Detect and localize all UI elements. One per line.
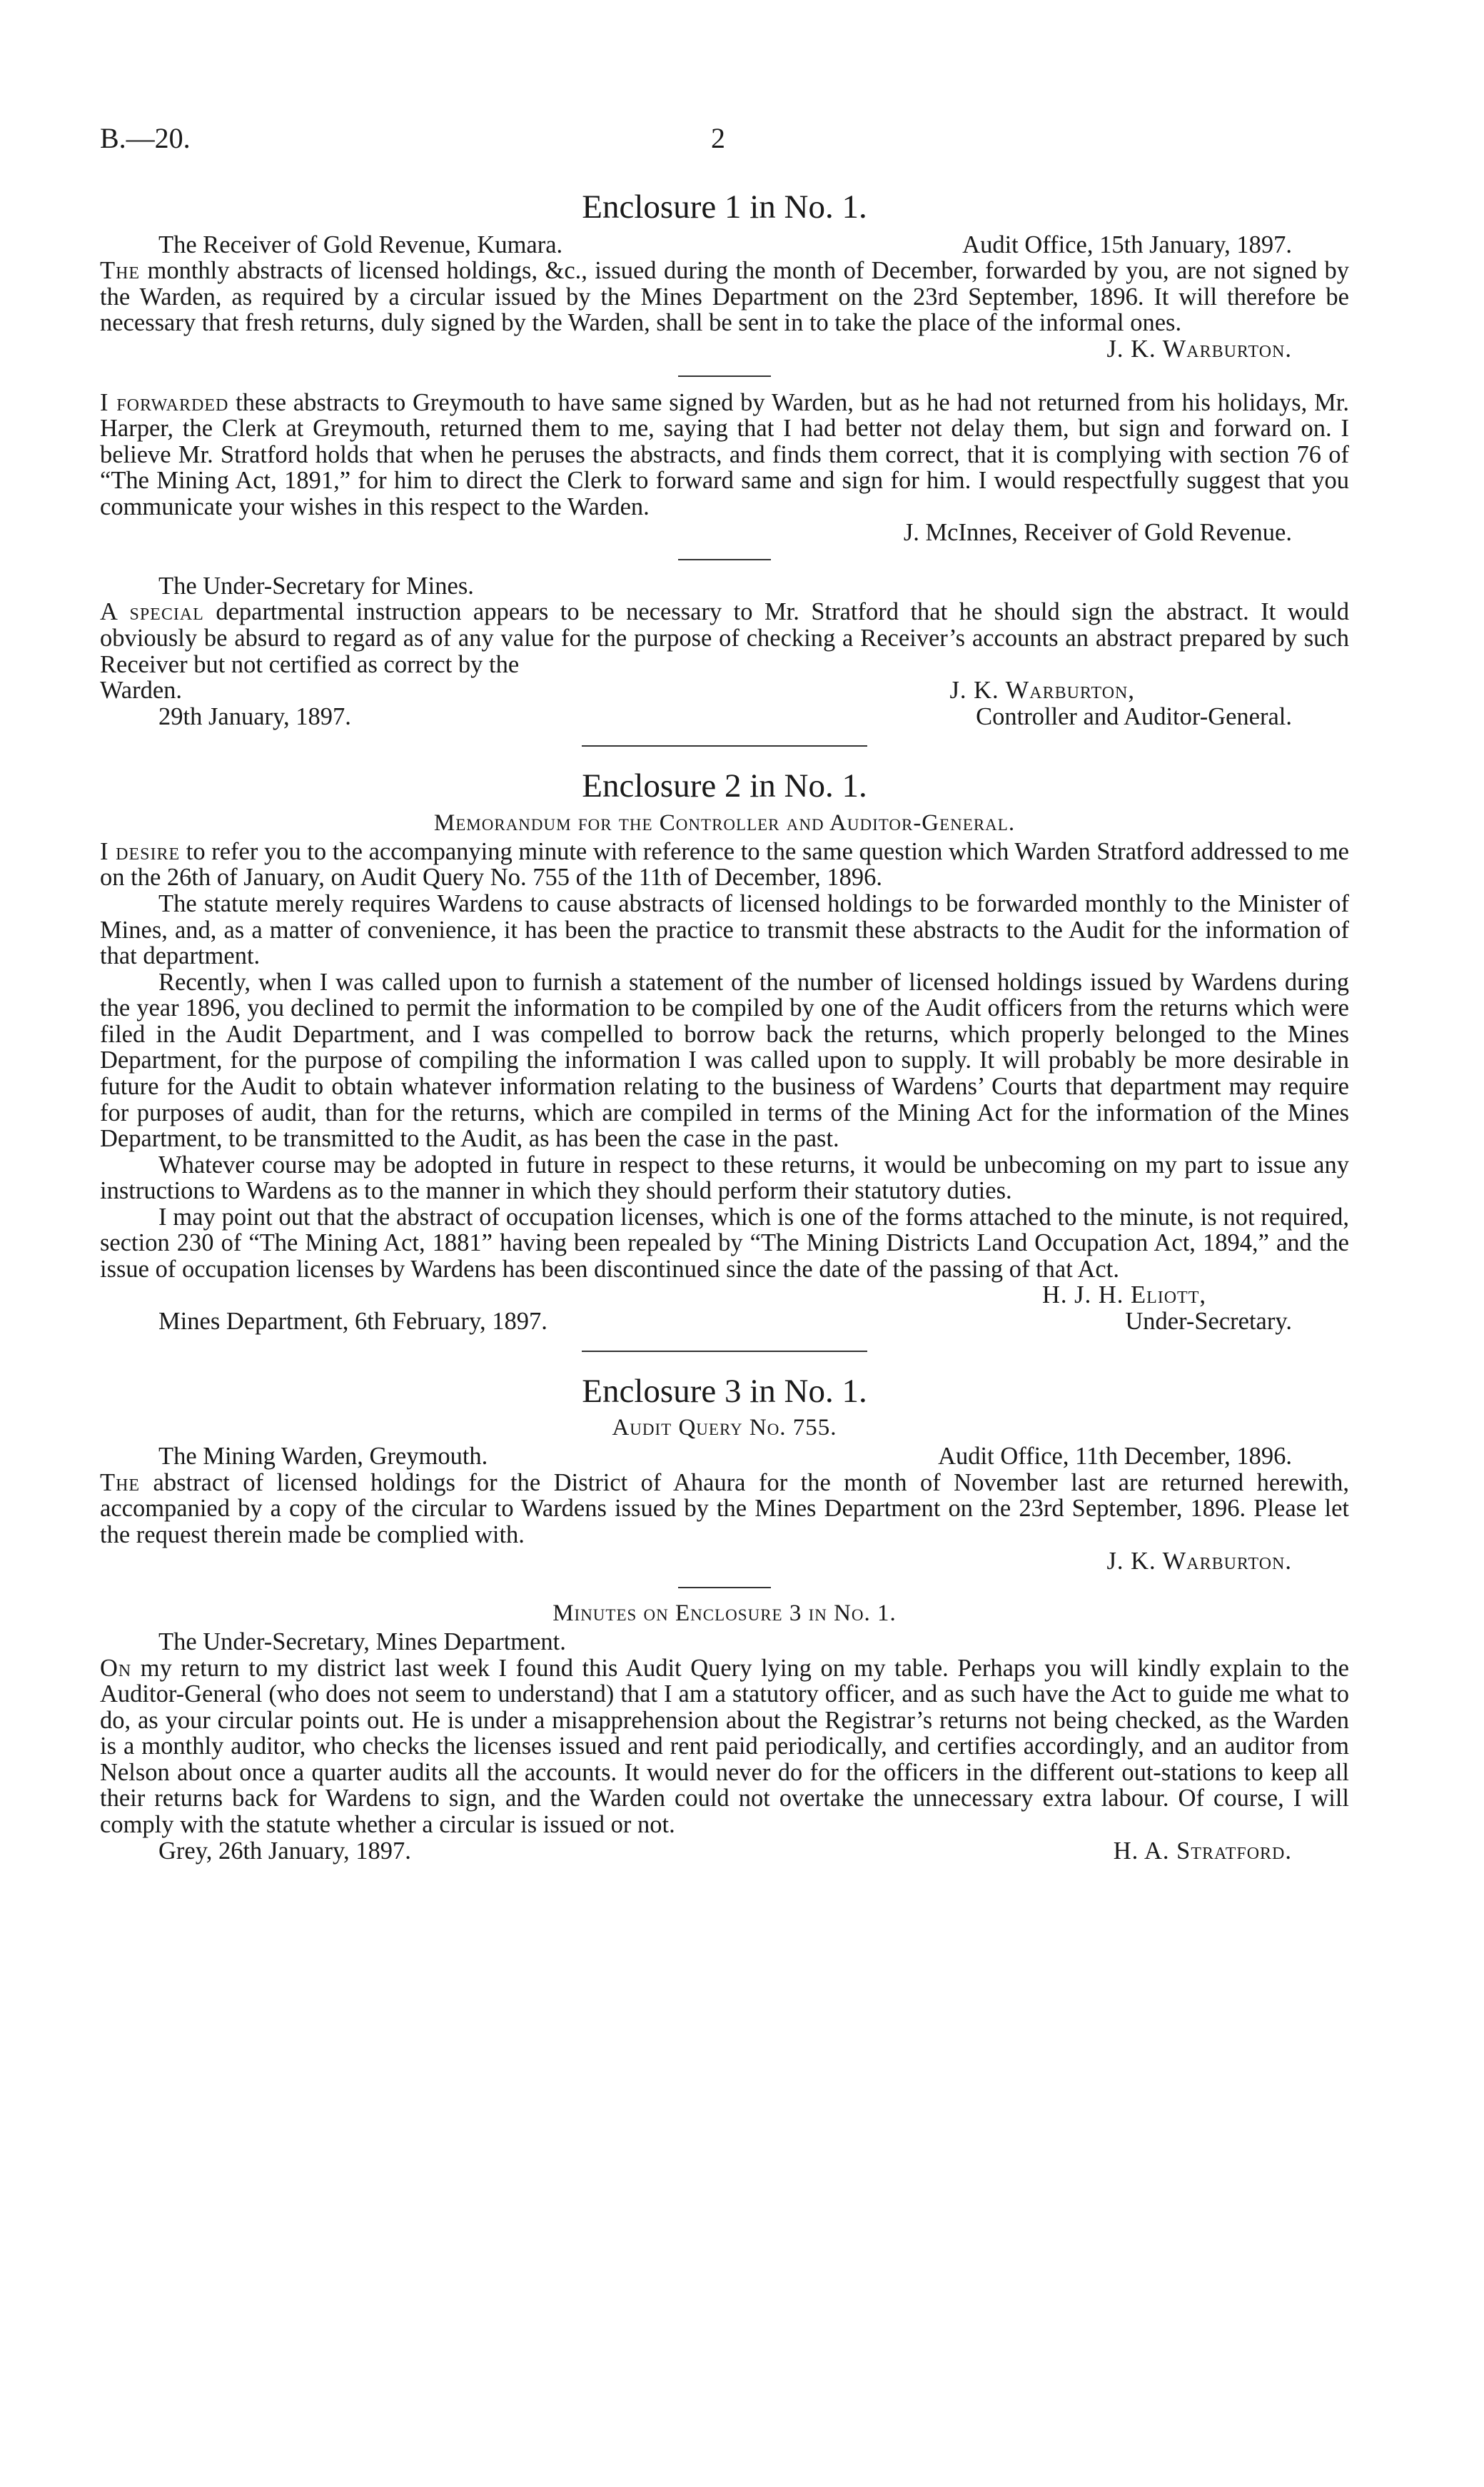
divider xyxy=(678,375,771,377)
enclosure-1-heading: Enclosure 1 in No. 1. xyxy=(582,188,867,226)
minutes-lead: On xyxy=(100,1654,132,1682)
enclosure-1-reply-signature: J. McInnes, Receiver of Gold Revenue. xyxy=(903,519,1292,547)
page-number: 2 xyxy=(711,122,725,154)
enclosure-1-signature: J. K. Warburton. xyxy=(1106,335,1292,363)
enclosure-1-minute-date: 29th January, 1897. xyxy=(158,702,351,730)
enclosure-3-body-text: abstract of licensed holdings for the District of Ahaura for the month of November last are returned herewith, accompanied by a copy of the circular to Wardens issued by the Mines Department on the 23rd September, 1896. Please let the request therein made be complied with. xyxy=(100,1468,1349,1548)
enclosure-1-reply-text: these abstracts to Greymouth to have same signed by Warden, but as he had not returned from his holidays, Mr. Harper, the Clerk at Greymouth, returned them to me, saying that I had better not delay them, but sign and forward on. I believe Mr. Stratford holds that when he peruses the abstracts, and finds them correct, that it is complying with section 76 of “The Mining Act, 1891,” for him to direct the Clerk to forward same and sign for him. I would respectfully suggest that you communicate your wishes in this respect to the Warden. xyxy=(100,388,1349,520)
section-divider xyxy=(582,1351,867,1352)
enclosure-3-address-line xyxy=(100,1443,1349,1470)
enclosure-3-addressee: The Mining Warden, Greymouth. xyxy=(158,1443,488,1470)
enclosure-3-body-lead: The xyxy=(100,1468,141,1496)
enclosure-2-paragraph-3: Recently, when I was called upon to furnish a statement of the number of licensed holdings issued by Wardens during the year 1896, you declined to permit the information to be compiled by one of the Audit officers from the returns which were filed in the Audit Department, and I was compelled to borrow back the returns, which properly belonged to the Mines Department, for the purpose of compiling the information I was called upon to supply. It will probably be more desirable in future for the Audit to obtain whatever information relating to the business of Wardens’ Courts that department may require for purposes of audit, than for the returns, which are compiled in terms of the Mining Act for the information of the Mines Department, to be transmitted to the Audit, as has been the case in the past. xyxy=(100,968,1349,1153)
enclosure-3-heading: Enclosure 3 in No. 1. xyxy=(582,1372,867,1410)
enclosure-1-minute-signoff xyxy=(100,677,1349,704)
enclosure-1-minute xyxy=(100,599,1349,677)
minutes-signature: H. A. Stratford. xyxy=(1113,1837,1292,1865)
document-reference: B.—20. xyxy=(100,122,191,154)
enclosure-1-minute-addressee: The Under-Secretary for Mines. xyxy=(158,572,474,600)
enclosure-1-dateline: Audit Office, 15th January, 1897. xyxy=(962,231,1292,258)
enclosure-2-paragraph-2: The statute merely requires Wardens to cause abstracts of licensed holdings to be forwarded monthly to the Minister of Mines, and, as a matter of convenience, it has been the practice to transmit these abstracts to the Audit for the information of that department. xyxy=(100,890,1349,970)
enclosure-3-subheading: Audit Query No. 755. xyxy=(612,1415,837,1441)
enclosure-3 xyxy=(100,1373,1349,1865)
enclosure-1-minute-text: departmental instruction appears to be necessary to Mr. Stratford that he should sign the abstract. It would obviously be absurd to regard as of any value for the purpose of checking a Receiver’s accounts an abstract prepared by such Receiver but not certified as correct by the xyxy=(100,598,1349,678)
enclosure-2-subheading: Memorandum for the Controller and Auditor-General. xyxy=(433,809,1016,836)
enclosure-2 xyxy=(100,768,1349,1334)
enclosure-1-minute-signature-title: Controller and Auditor-General. xyxy=(976,702,1292,730)
enclosure-3-dateline: Audit Office, 11th December, 1896. xyxy=(938,1443,1292,1470)
enclosure-2-date-row xyxy=(100,1308,1349,1335)
enclosure-1-addressee: The Receiver of Gold Revenue, Kumara. xyxy=(158,231,563,258)
minutes-body xyxy=(100,1655,1349,1838)
divider xyxy=(678,559,771,560)
enclosure-1-body-lead: The xyxy=(100,257,141,285)
enclosure-1-minute-date-row xyxy=(100,704,1349,730)
enclosure-2-lead: I desire xyxy=(100,837,181,865)
page-header xyxy=(0,121,1484,164)
enclosure-1-reply-lead: I forwarded xyxy=(100,388,229,416)
minutes-addressee-row xyxy=(100,1629,1349,1655)
enclosure-2-signature-name: H. J. H. Eliott, xyxy=(1041,1281,1206,1309)
enclosure-2-date: Mines Department, 6th February, 1897. xyxy=(158,1308,547,1336)
enclosure-2-signature-title: Under-Secretary. xyxy=(1125,1308,1292,1336)
enclosure-1-body-text: monthly abstracts of licensed holdings, &c., issued during the month of December, forwarded by you, are not signed by the Warden, as required by a circular issued by the Mines Department on the 23rd September, 1896. It will therefore be necessary that fresh returns, duly signed by the Warden, shall be sent in to take the place of the informal ones. xyxy=(100,257,1349,337)
enclosure-1-minute-lead: A special xyxy=(100,598,204,626)
minutes-date: Grey, 26th January, 1897. xyxy=(158,1837,411,1865)
enclosure-1-address-line xyxy=(100,232,1349,258)
minutes-addressee: The Under-Secretary, Mines Department. xyxy=(158,1628,566,1656)
enclosure-1 xyxy=(100,189,1349,730)
enclosure-3-body xyxy=(100,1470,1349,1548)
section-divider xyxy=(582,745,867,747)
enclosure-1-minute-addressee-row xyxy=(100,573,1349,600)
enclosure-2-heading: Enclosure 2 in No. 1. xyxy=(582,767,867,805)
minutes-heading: Minutes on Enclosure 3 in No. 1. xyxy=(552,1600,897,1627)
enclosure-1-minute-last-word: Warden. xyxy=(100,677,183,705)
enclosure-1-reply xyxy=(100,390,1349,520)
divider xyxy=(678,1587,771,1588)
enclosure-2-paragraph xyxy=(100,839,1349,891)
minutes-body-text: my return to my district last week I found this Audit Query lying on my table. Perhaps you will kindly explain to the Auditor-General (who does not seem to understand) that I am a statutory officer, and as such have the Act to guide me what to do, as your circular points out. He is under a misapprehension about the Registrar’s returns not being checked, as the Warden is a monthly auditor, who checks the licenses issued and rent paid periodically, and certifies accordingly, and an auditor from Nelson about once a quarter audits all the accounts. It would never do for the officers in the different out-stations to keep all their returns back for Wardens to sign, and the Warden could not overtake the unnecessary extra labour. Of course, I will comply with the statute whether a circular is issued or not. xyxy=(100,1654,1349,1838)
enclosure-2-paragraph-1: to refer you to the accompanying minute with reference to the same question which Warden Stratford addressed to me on the 26th of January, on Audit Query No. 755 of the 11th of December, 1896. xyxy=(100,837,1349,892)
enclosure-2-paragraph-5: I may point out that the abstract of occupation licenses, which is one of the forms attached to the minute, is not required, section 230 of “The Mining Act, 1881” having been repealed by “The Mining Districts Land Occupation Act, 1894,” and the issue of occupation licenses by Wardens has been discontinued since the date of the passing of that Act. xyxy=(100,1203,1349,1283)
enclosure-3-signature: J. K. Warburton. xyxy=(1106,1547,1292,1575)
minutes-signoff xyxy=(100,1838,1349,1865)
enclosure-1-body xyxy=(100,258,1349,336)
document-body xyxy=(100,189,1349,1864)
enclosure-2-paragraph-4: Whatever course may be adopted in future in respect to these returns, it would be unbecoming on my part to issue any instructions to Wardens as to the manner in which they should perform their statutory duties. xyxy=(100,1151,1349,1205)
enclosure-1-minute-signature-name: J. K. Warburton, xyxy=(949,677,1135,705)
